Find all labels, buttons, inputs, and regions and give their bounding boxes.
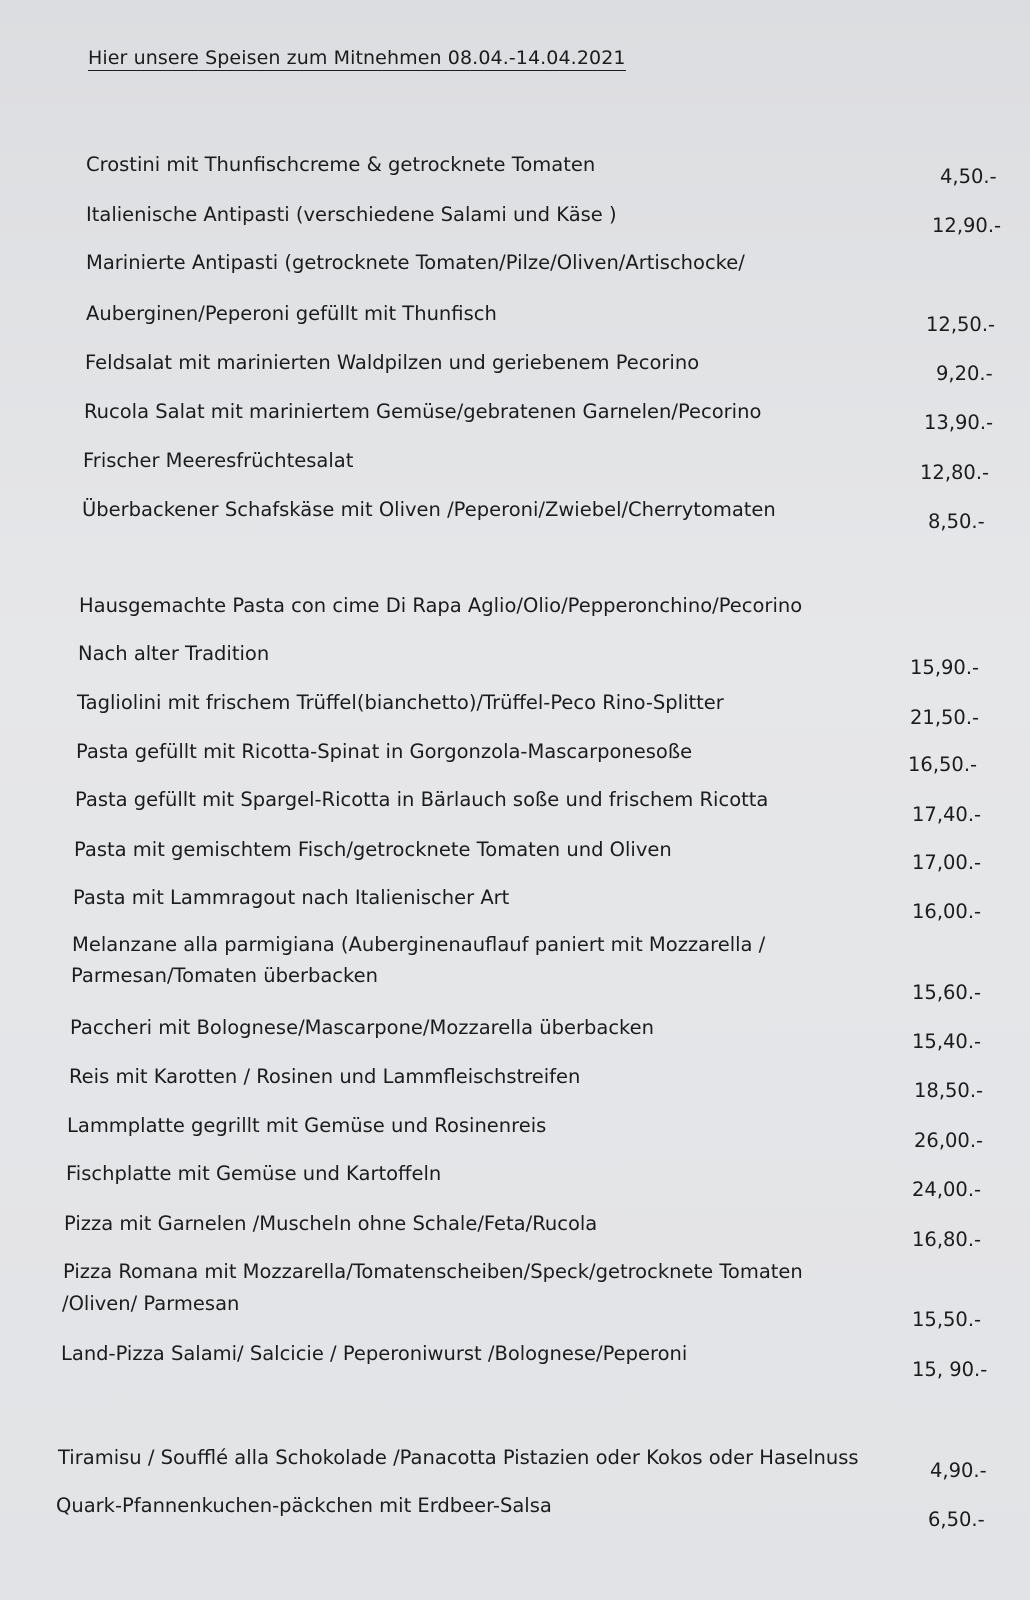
item-13-line-1: Parmesan/Tomaten überbacken — [71, 964, 378, 987]
item-2-line-0: Marinierte Antipasti (getrocknete Tomaten/Pilze/Oliven/Artischocke/ — [86, 251, 745, 274]
item-14-price: 15,40.- — [912, 1030, 982, 1053]
item-0-price: 4,50.- — [940, 165, 997, 188]
item-3-line-0: Feldsalat mit marinierten Waldpilzen und geriebenem Pecorino — [85, 351, 700, 374]
item-6-line-0: Überbackener Schafskäse mit Oliven /Peperoni/Zwiebel/Cherrytomaten — [82, 498, 776, 521]
item-4-price: 13,90.- — [924, 411, 994, 434]
item-12-line-0: Pasta mit Lammragout nach Italienischer Art — [73, 886, 510, 909]
item-2-price: 12,50.- — [926, 313, 996, 336]
item-17-price: 24,00.- — [912, 1178, 982, 1201]
item-21-line-0: Tiramisu / Soufflé alla Schokolade /Panacotta Pistazien oder Kokos oder Haselnuss — [58, 1446, 859, 1469]
item-8-price: 21,50.- — [910, 706, 980, 729]
item-19-line-0: Pizza Romana mit Mozzarella/Tomatenscheiben/Speck/getrocknete Tomaten — [63, 1260, 803, 1283]
item-11-line-0: Pasta mit gemischtem Fisch/getrocknete Tomaten und Oliven — [74, 838, 672, 861]
item-7-line-0: Hausgemachte Pasta con cime Di Rapa Aglio/Olio/Pepperonchino/Pecorino — [79, 594, 803, 617]
item-7-price: 15,90.- — [910, 656, 980, 679]
item-6-price: 8,50.- — [928, 510, 985, 533]
item-20-line-0: Land-Pizza Salami/ Salcicie / Peperoniwurst /Bolognese/Peperoni — [61, 1342, 688, 1365]
item-5-price: 12,80.- — [920, 461, 990, 484]
item-22-line-0: Quark-Pfannenkuchen-päckchen mit Erdbeer-Salsa — [56, 1494, 552, 1517]
item-16-line-0: Lammplatte gegrillt mit Gemüse und Rosinenreis — [67, 1114, 547, 1137]
item-9-line-0: Pasta gefüllt mit Ricotta-Spinat in Gorgonzola-Mascarponesoße — [76, 740, 693, 763]
item-12-price: 16,00.- — [912, 900, 982, 923]
menu-title: Hier unsere Speisen zum Mitnehmen 08.04.-14.04.2021 — [88, 47, 626, 69]
item-4-line-0: Rucola Salat mit mariniertem Gemüse/gebratenen Garnelen/Pecorino — [84, 400, 762, 423]
item-20-price: 15, 90.- — [912, 1358, 988, 1381]
item-16-price: 26,00.- — [914, 1129, 984, 1152]
item-15-line-0: Reis mit Karotten / Rosinen und Lammfleischstreifen — [69, 1065, 581, 1088]
item-21-price: 4,90.- — [930, 1459, 987, 1482]
item-19-line-1: /Oliven/ Parmesan — [62, 1292, 240, 1315]
item-19-price: 15,50.- — [912, 1308, 982, 1331]
item-2-line-1: Auberginen/Peperoni gefüllt mit Thunfisch — [86, 302, 497, 325]
item-11-price: 17,00.- — [912, 851, 982, 874]
item-18-line-0: Pizza mit Garnelen /Muscheln ohne Schale/Feta/Rucola — [64, 1212, 598, 1235]
item-15-price: 18,50.- — [914, 1079, 984, 1102]
item-5-line-0: Frischer Meeresfrüchtesalat — [83, 449, 354, 472]
item-22-price: 6,50.- — [928, 1508, 985, 1531]
item-13-line-0: Melanzane alla parmigiana (Auberginenauflauf paniert mit Mozzarella / — [72, 933, 766, 956]
item-1-price: 12,90.- — [932, 214, 1002, 237]
item-8-line-0: Tagliolini mit frischem Trüffel(bianchetto)/Trüffel-Peco Rino-Splitter — [77, 691, 724, 714]
item-0-line-0: Crostini mit Thunfischcreme & getrocknete Tomaten — [86, 153, 596, 176]
item-1-line-0: Italienische Antipasti (verschiedene Salami und Käse ) — [86, 203, 617, 226]
item-18-price: 16,80.- — [912, 1228, 982, 1251]
item-14-line-0: Paccheri mit Bolognese/Mascarpone/Mozzarella überbacken — [70, 1016, 654, 1039]
item-10-line-0: Pasta gefüllt mit Spargel-Ricotta in Bärlauch soße und frischem Ricotta — [75, 788, 769, 811]
item-10-price: 17,40.- — [912, 803, 982, 826]
item-9-price: 16,50.- — [908, 753, 978, 776]
item-17-line-0: Fischplatte mit Gemüse und Kartoffeln — [66, 1162, 442, 1185]
item-7-line-1: Nach alter Tradition — [78, 642, 270, 665]
item-3-price: 9,20.- — [936, 362, 993, 385]
item-13-price: 15,60.- — [912, 981, 982, 1004]
